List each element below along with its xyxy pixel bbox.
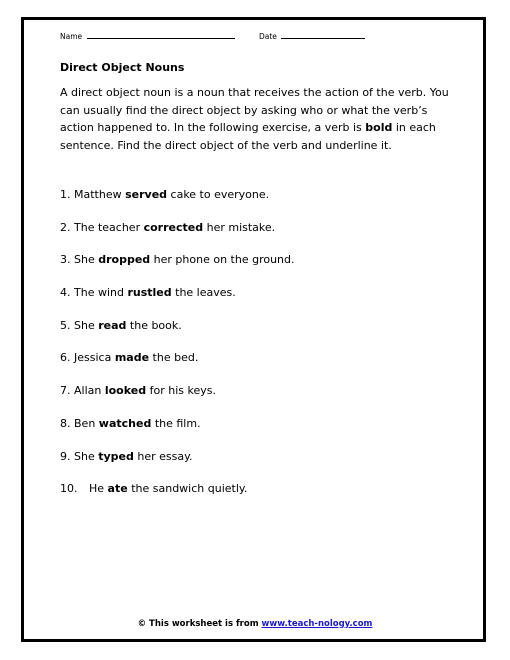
sentence-verb: dropped [98,253,151,267]
sentence-item [60,349,295,382]
sentence-verb: read [98,318,127,332]
sentence-verb: looked [104,384,147,398]
sentence-verb: made [114,351,150,365]
sentence-item [60,219,295,252]
date-blank-line[interactable] [281,31,365,39]
sentence-verb: watched [98,416,152,430]
sentence-verb: served [125,188,168,201]
sentence-item [60,251,295,284]
sentence-after: her essay. [133,449,193,463]
sentence-before: She [74,253,99,267]
sentence-number: 6. [60,351,71,365]
instructions-text-part2: in each sentence. Find the direct object of the verb and underline it. [60,121,436,152]
sentence-number: 5. [60,318,71,332]
sentence-after: the leaves. [171,286,236,300]
sentence-after: the bed. [149,351,199,365]
sentence-item [60,382,295,415]
instructions-paragraph [60,84,460,154]
sentence-before: She [74,318,99,332]
footer-prefix: © This worksheet is from [137,619,262,629]
sentence-item [60,448,295,481]
sentence-number: 7. [60,384,71,398]
sentence-before: Ben [74,416,99,430]
sentence-list [60,186,295,513]
sentence-verb: corrected [143,220,204,234]
sentence-after: cake to everyone. [167,188,270,201]
copyright-footer [0,619,510,629]
name-blank-line[interactable] [87,31,235,39]
sentence-number: 8. [60,416,71,430]
sentence-verb: typed [98,449,134,463]
sentence-number: 9. [60,449,71,463]
sentence-before: The wind [74,286,128,300]
footer-link[interactable]: www.teach-nology.com [261,619,373,629]
sentence-item [60,186,295,219]
worksheet-title: Direct Object Nouns [60,61,185,74]
sentence-after: the film. [151,416,201,430]
sentence-verb: ate [107,482,128,496]
sentence-after: the book. [126,318,182,332]
sentence-number: 3. [60,253,71,267]
sentence-before: Matthew [74,188,126,201]
name-label: Name [60,32,83,41]
instructions-text-part1: A direct object noun is a noun that receives the action of the verb. You can usually find the direct object by asking who or what the verb’s action happened to. In the following exercise, a verb is [60,86,449,134]
sentence-item [60,480,295,513]
sentence-number: 2. [60,220,71,234]
sentence-item [60,284,295,317]
sentence-after: for his keys. [146,384,216,398]
sentence-number: 10. [60,482,78,496]
sentence-after: her mistake. [203,220,276,234]
sentence-before: She [74,449,99,463]
sentence-before: He [89,482,108,496]
date-field[interactable] [259,31,365,41]
date-label: Date [259,32,277,41]
sentence-before: Jessica [74,351,115,365]
sentence-number: 4. [60,286,71,300]
sentence-item [60,415,295,448]
name-field[interactable] [60,31,235,41]
sentence-number: 1. [60,188,71,201]
sentence-before: The teacher [74,220,144,234]
instructions-bold-word: bold [365,121,393,134]
sentence-before: Allan [74,384,105,398]
sentence-item [60,317,295,350]
sentence-after: the sandwich quietly. [127,482,248,496]
sentence-after: her phone on the ground. [150,253,295,267]
sentence-verb: rustled [127,286,172,300]
